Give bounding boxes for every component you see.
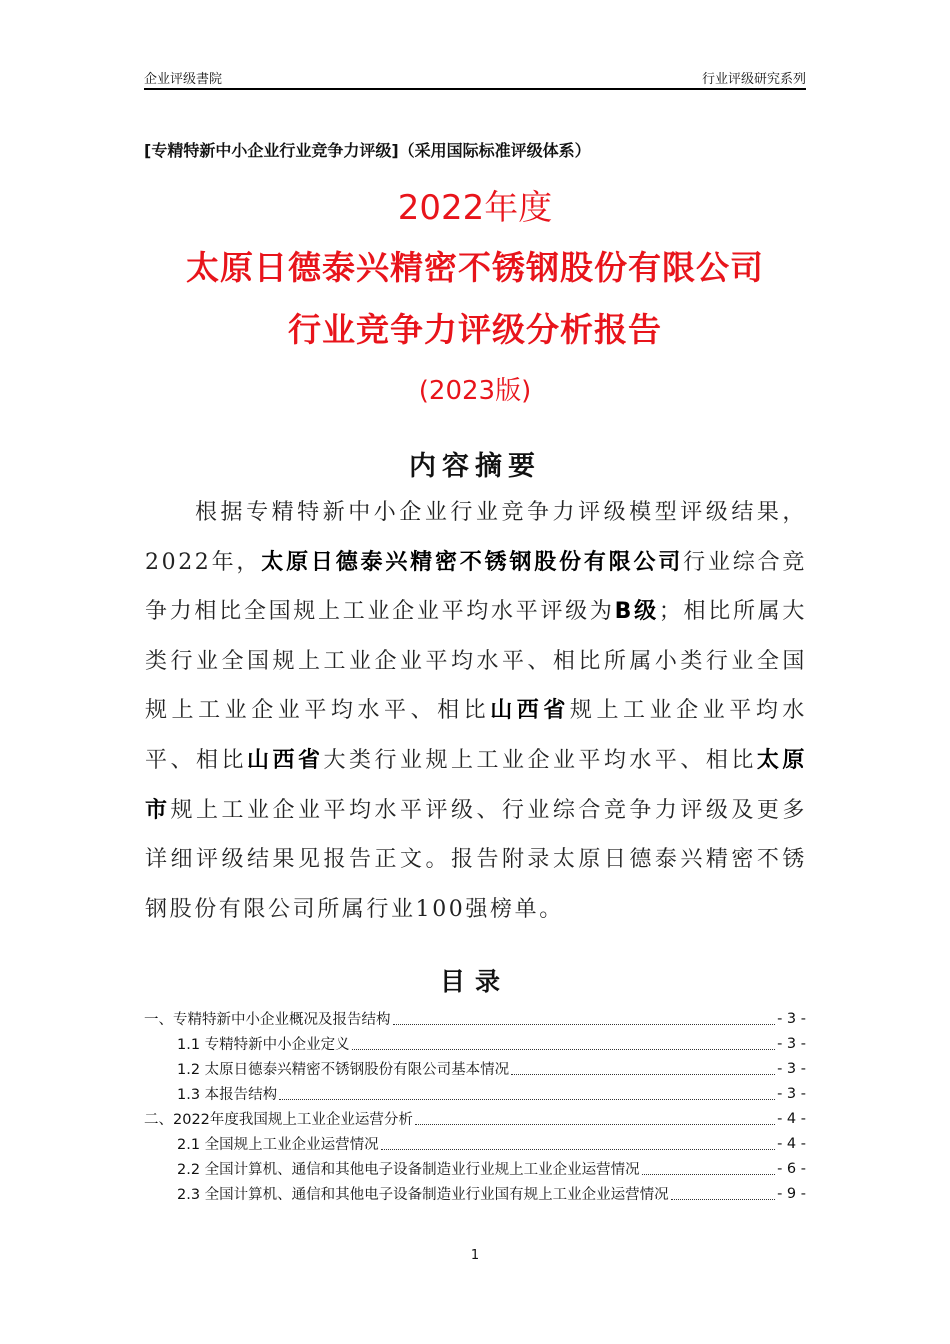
toc-item[interactable] (144, 1081, 806, 1106)
header-series: 行业评级研究系列 (701, 72, 806, 87)
toc-label: 2.2 全国计算机、通信和其他电子设备制造业行业规上工业企业运营情况 (177, 1162, 640, 1178)
toc-page: - 4 - (777, 1135, 806, 1152)
toc-page: - 4 - (777, 1110, 806, 1127)
toc-label: 2.3 全国计算机、通信和其他电子设备制造业行业国有规上工业企业运营情况 (177, 1187, 669, 1203)
dot-leader (279, 1087, 775, 1100)
abstract-heading: 内容摘要 (409, 451, 541, 482)
toc-item[interactable] (144, 1156, 806, 1181)
toc-item[interactable] (144, 1006, 806, 1031)
toc-item[interactable] (144, 1131, 806, 1156)
toc-label: 二、2022年度我国规上工业企业运营分析 (144, 1112, 413, 1128)
toc-page: - 3 - (777, 1010, 806, 1027)
toc-page: - 9 - (777, 1185, 806, 1202)
text: 规上工业企业平均水平、相比 (145, 698, 807, 773)
title-company: 太原日德泰兴精密不锈钢股份有限公司 (186, 248, 764, 287)
page-number: 1 (470, 1248, 480, 1263)
dot-leader (511, 1062, 775, 1075)
toc-heading: 目录 (439, 967, 510, 996)
toc-label: 2.1 全国规上工业企业运营情况 (177, 1137, 379, 1153)
province: 山西省 (490, 698, 570, 724)
toc-page: - 3 - (777, 1085, 806, 1102)
title-report: 行业竞争力评级分析报告 (288, 310, 662, 349)
abstract-paragraph (145, 488, 807, 934)
dot-leader (393, 1012, 776, 1025)
toc-label: 1.2 太原日德泰兴精密不锈钢股份有限公司基本情况 (177, 1062, 510, 1078)
text: 根据专精特新中小企业行业竞争力评级模型评级结果，2022年， (145, 500, 807, 575)
toc-page: - 3 - (777, 1060, 806, 1077)
rating-grade: B级 (614, 599, 659, 625)
toc-page: - 6 - (777, 1160, 806, 1177)
dot-leader (352, 1037, 775, 1050)
dot-leader (671, 1187, 775, 1200)
text: ；相比所属大类行业全国规上工业企业平均水平、相比所属小类行业全国规上工业企业平均水平、相比 (145, 599, 807, 724)
toc-label: 一、专精特新中小企业概况及报告结构 (144, 1012, 391, 1028)
report-tagline: [专精特新中小企业行业竞争力评级]（采用国际标准评级体系） (144, 141, 591, 160)
text: 大类行业规上工业企业平均水平、相比 (323, 747, 757, 773)
title-edition: (2023版) (418, 376, 532, 406)
dot-leader (642, 1162, 775, 1175)
province: 山西省 (246, 747, 324, 773)
table-of-contents (144, 1006, 806, 1206)
text: 行业综合竞争力相比全国规上工业企业平均水平评级为 (145, 549, 808, 625)
toc-item[interactable] (144, 1106, 806, 1131)
toc-label: 1.3 本报告结构 (177, 1087, 278, 1103)
dot-leader (415, 1112, 775, 1125)
company-name: 太原日德泰兴精密不锈钢股份有限公司 (261, 549, 684, 575)
header-publisher: 企业评级書院 (144, 72, 223, 87)
toc-item[interactable] (144, 1056, 806, 1081)
title-year: 2022年度 (397, 188, 553, 228)
page-header (144, 68, 806, 90)
text: 规上工业企业平均水平评级、行业综合竞争力评级及更多详细评级结果见报告正文。报告附录太原日德泰兴精密不锈钢股份有限公司所属行业100强榜单。 (145, 797, 807, 922)
toc-item[interactable] (144, 1031, 806, 1056)
city: 太原市 (145, 747, 808, 823)
toc-page: - 3 - (777, 1035, 806, 1052)
toc-item[interactable] (144, 1181, 806, 1206)
toc-label: 1.1 专精特新中小企业定义 (177, 1037, 350, 1053)
dot-leader (381, 1137, 775, 1150)
